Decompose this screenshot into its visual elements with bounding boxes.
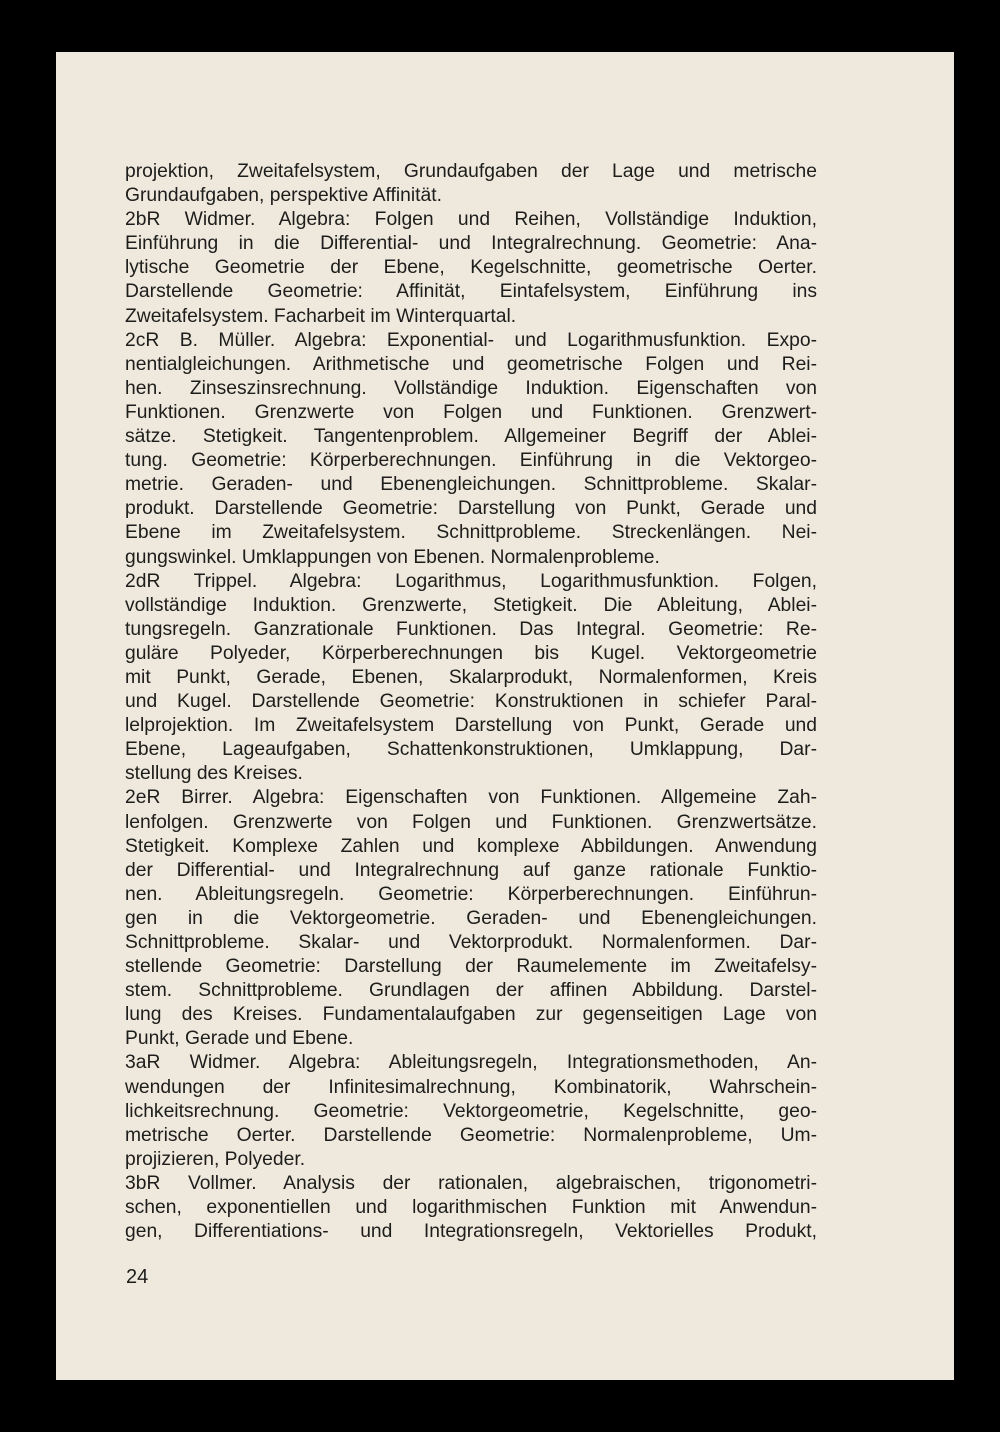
text-line: 2cR B. Müller. Algebra: Exponential- und Logarithmusfunktion. Expo- — [125, 329, 817, 351]
text-line: 2dR Trippel. Algebra: Logarithmus, Logarithmusfunktion. Folgen, — [125, 570, 817, 592]
text-line: stem. Schnittprobleme. Grundlagen der affinen Abbildung. Darstel- — [125, 980, 817, 1002]
text-line: lichkeitsrechnung. Geometrie: Vektorgeometrie, Kegelschnitte, geo- — [125, 1100, 817, 1122]
text-line: 2eR Birrer. Algebra: Eigenschaften von Funktionen. Allgemeine Zah- — [125, 787, 817, 809]
text-line: schen, exponentiellen und logarithmischen Funktion mit Anwendun- — [125, 1197, 817, 1219]
text-line: Funktionen. Grenzwerte von Folgen und Funktionen. Grenzwert- — [125, 401, 817, 423]
text-line: 3aR Widmer. Algebra: Ableitungsregeln, Integrationsmethoden, An- — [125, 1052, 817, 1074]
text-line: tung. Geometrie: Körperberechnungen. Einführung in die Vektorgeo- — [125, 450, 817, 472]
text-line: guläre Polyeder, Körperberechnungen bis Kugel. Vektorgeometrie — [125, 642, 817, 664]
text-line: gen in die Vektorgeometrie. Geraden- und Ebenengleichungen. — [125, 907, 817, 929]
text-line: metrie. Geraden- und Ebenengleichungen. Schnittprobleme. Skalar- — [125, 474, 817, 496]
text-line: lung des Kreises. Fundamentalaufgaben zur gegenseitigen Lage von — [125, 1004, 817, 1026]
text-line: sätze. Stetigkeit. Tangentenproblem. Allgemeiner Begriff der Ablei- — [125, 426, 817, 448]
text-line: der Differential- und Integralrechnung auf ganze rationale Funktio- — [125, 859, 817, 881]
text-line: Ebene im Zweitafelsystem. Schnittprobleme. Streckenlängen. Nei- — [125, 522, 817, 544]
text-line: Schnittprobleme. Skalar- und Vektorprodukt. Normalenformen. Dar- — [125, 932, 817, 953]
page-number: 24 — [126, 1266, 149, 1288]
text-line: metrische Oerter. Darstellende Geometrie: Normalenprobleme, Um- — [125, 1124, 817, 1146]
text-line: lytische Geometrie der Ebene, Kegelschnitte, geometrische Oerter. — [125, 257, 817, 279]
body-text — [125, 160, 817, 1244]
text-line: Zweitafelsystem. Facharbeit im Winterquartal. — [125, 305, 517, 327]
text-line: projizieren, Polyeder. — [125, 1148, 306, 1170]
text-line: Ebene, Lageaufgaben, Schattenkonstruktionen, Umklappung, Dar- — [125, 739, 817, 761]
text-line: und Kugel. Darstellende Geometrie: Konstruktionen in schiefer Paral- — [125, 691, 817, 713]
text-line: Darstellende Geometrie: Affinität, Eintafelsystem, Einführung ins — [125, 281, 817, 303]
text-line: 3bR Vollmer. Analysis der rationalen, algebraischen, trigonometri- — [125, 1172, 817, 1194]
text-line: Stetigkeit. Komplexe Zahlen und komplexe Abbildungen. Anwendung — [125, 835, 817, 857]
text-line: stellende Geometrie: Darstellung der Raumelemente im Zweitafelsy- — [125, 956, 817, 978]
text-line: Einführung in die Differential- und Integralrechnung. Geometrie: Ana- — [125, 233, 817, 255]
text-line: Punkt, Gerade und Ebene. — [125, 1028, 354, 1050]
text-line: lelprojektion. Im Zweitafelsystem Darstellung von Punkt, Gerade und — [125, 715, 817, 737]
text-line: Grundaufgaben, perspektive Affinität. — [125, 185, 442, 207]
text-line: produkt. Darstellende Geometrie: Darstellung von Punkt, Gerade und — [125, 498, 817, 520]
text-line: 2bR Widmer. Algebra: Folgen und Reihen, Vollständige Induktion, — [125, 209, 817, 231]
text-line: gen, Differentiations- und Integrationsregeln, Vektorielles Produkt, — [125, 1221, 817, 1243]
text-line: projektion, Zweitafelsystem, Grundaufgaben der Lage und metrische — [125, 161, 817, 182]
text-line: nen. Ableitungsregeln. Geometrie: Körperberechnungen. Einführun- — [125, 883, 817, 905]
text-line: tungsregeln. Ganzrationale Funktionen. Das Integral. Geometrie: Re- — [125, 618, 817, 640]
text-line: hen. Zinseszinsrechnung. Vollständige Induktion. Eigenschaften von — [125, 377, 817, 399]
text-line: vollständige Induktion. Grenzwerte, Stetigkeit. Die Ableitung, Ablei- — [125, 594, 817, 616]
document-page — [56, 52, 954, 1380]
text-line: nentialgleichungen. Arithmetische und geometrische Folgen und Rei- — [125, 353, 817, 375]
text-line: gungswinkel. Umklappungen von Ebenen. Normalenprobleme. — [125, 546, 660, 568]
text-line: wendungen der Infinitesimalrechnung, Kombinatorik, Wahrschein- — [125, 1076, 817, 1098]
text-line: stellung des Kreises. — [125, 763, 303, 785]
text-line: lenfolgen. Grenzwerte von Folgen und Funktionen. Grenzwertsätze. — [125, 811, 817, 833]
text-line: mit Punkt, Gerade, Ebenen, Skalarprodukt, Normalenformen, Kreis — [125, 666, 817, 688]
